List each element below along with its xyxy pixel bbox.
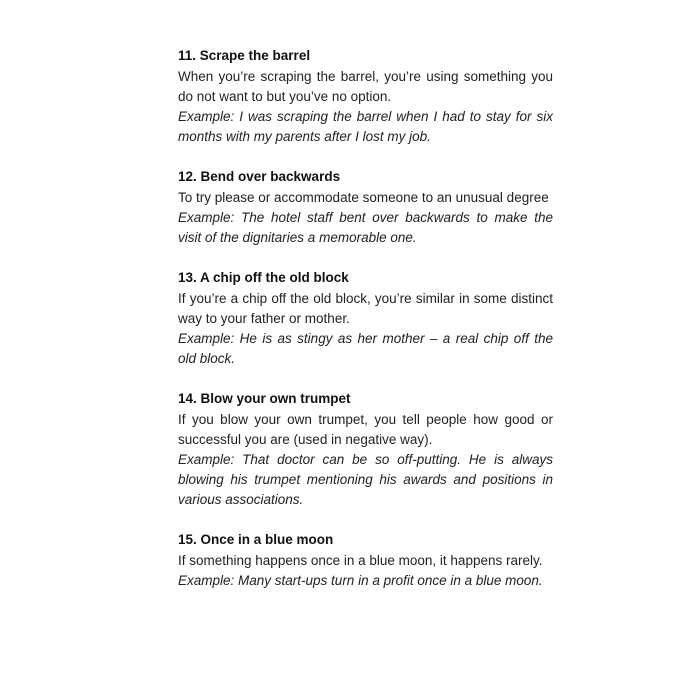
- idiom-entry-13: [178, 268, 553, 369]
- idiom-entry-14: [178, 389, 553, 510]
- idiom-example: Example: That doctor can be so off-putting. He is always blowing his trumpet mentioning his awards and positions in various associations.: [178, 452, 553, 507]
- idiom-definition: If something happens once in a blue moon, it happens rarely.: [178, 553, 543, 568]
- idioms-document: [178, 46, 553, 611]
- idiom-title: 12. Bend over backwards: [178, 169, 341, 184]
- idiom-definition: If you blow your own trumpet, you tell people how good or successful you are (used in negative way).: [178, 412, 553, 447]
- idiom-title: 13. A chip off the old block: [178, 270, 349, 285]
- idiom-title: 14. Blow your own trumpet: [178, 391, 351, 406]
- idiom-example: Example: The hotel staff bent over backwards to make the visit of the dignitaries a memorable one.: [178, 210, 553, 245]
- idiom-entry-12: [178, 167, 553, 248]
- idiom-example: Example: I was scraping the barrel when I had to stay for six months with my parents after I lost my job.: [178, 109, 553, 144]
- idiom-example: Example: Many start-ups turn in a profit once in a blue moon.: [178, 573, 543, 588]
- idiom-title: 11. Scrape the barrel: [178, 48, 311, 63]
- idiom-definition: When you’re scraping the barrel, you’re using something you do not want to but you’ve no option.: [178, 69, 553, 104]
- idiom-entry-11: [178, 46, 553, 147]
- idiom-definition: If you’re a chip off the old block, you’re similar in some distinct way to your father or mother.: [178, 291, 553, 326]
- idiom-definition: To try please or accommodate someone to an unusual degree: [178, 190, 549, 205]
- idiom-example: Example: He is as stingy as her mother – a real chip off the old block.: [178, 331, 553, 366]
- idiom-entry-15: [178, 530, 553, 591]
- idiom-title: 15. Once in a blue moon: [178, 532, 334, 547]
